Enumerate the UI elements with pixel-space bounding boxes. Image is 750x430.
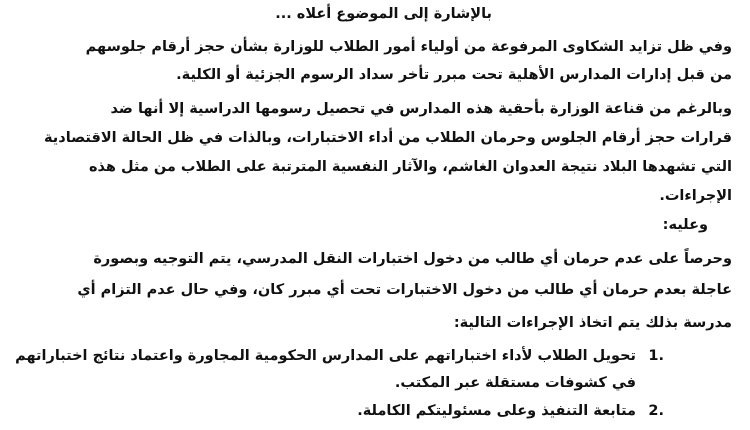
list-number: 2. [648,403,664,419]
paragraph-line: التي تشهدها البلاد نتيجة العدوان الغاشم، والآثار النفسية المترتبة على الطلاب من مثل هذه [88,159,732,175]
list-item-line: في كشوفات مستقلة عبر المكتب. [394,375,636,391]
paragraph-line: وفي ظل تزايد الشكاوى المرفوعة من أولياء أمور الطلاب للوزارة بشأن حجز أرقام جلوسهم [85,39,732,55]
paragraph-line: من قبل إدارات المدارس الأهلية تحت مبرر تأخر سداد الرسوم الجزئية أو الكلية. [176,67,732,83]
list-item-line: تحويل الطلاب لأداء اختباراتهم على المدارس الحكومية المجاورة واعتماد نتائج اختباراتهم [15,348,636,364]
paragraph-line: مدرسة بذلك يتم اتخاذ الإجراءات التالية: [453,315,732,331]
paragraph-line: الإجراءات. [659,188,732,204]
section-heading: وعليه: [662,217,708,233]
paragraph-line: وحرصاً على عدم حرمان أي طالب من دخول اختبارات النقل المدرسي، يتم التوجيه وبصورة [93,251,732,267]
list-number: 1. [648,348,664,364]
paragraph-line: قرارات حجز أرقام الجلوس وحرمان الطلاب من أداء الاختبارات، وبالذات في ظل الحالة الاقتصادية [44,130,732,146]
paragraph-line: وبالرغم من قناعة الوزارة بأحقية هذه المدارس في تحصيل رسومها الدراسية إلا أنها ضد [110,101,732,117]
paragraph-line: عاجلة بعدم حرمان أي طالب من دخول الاختبارات تحت أي مبرر كان، وفي حال عدم التزام أي [77,282,732,298]
reference-line: بالإشارة إلى الموضوع أعلاه ... [275,6,492,22]
list-item-line: متابعة التنفيذ وعلى مسئوليتكم الكاملة. [357,403,636,419]
